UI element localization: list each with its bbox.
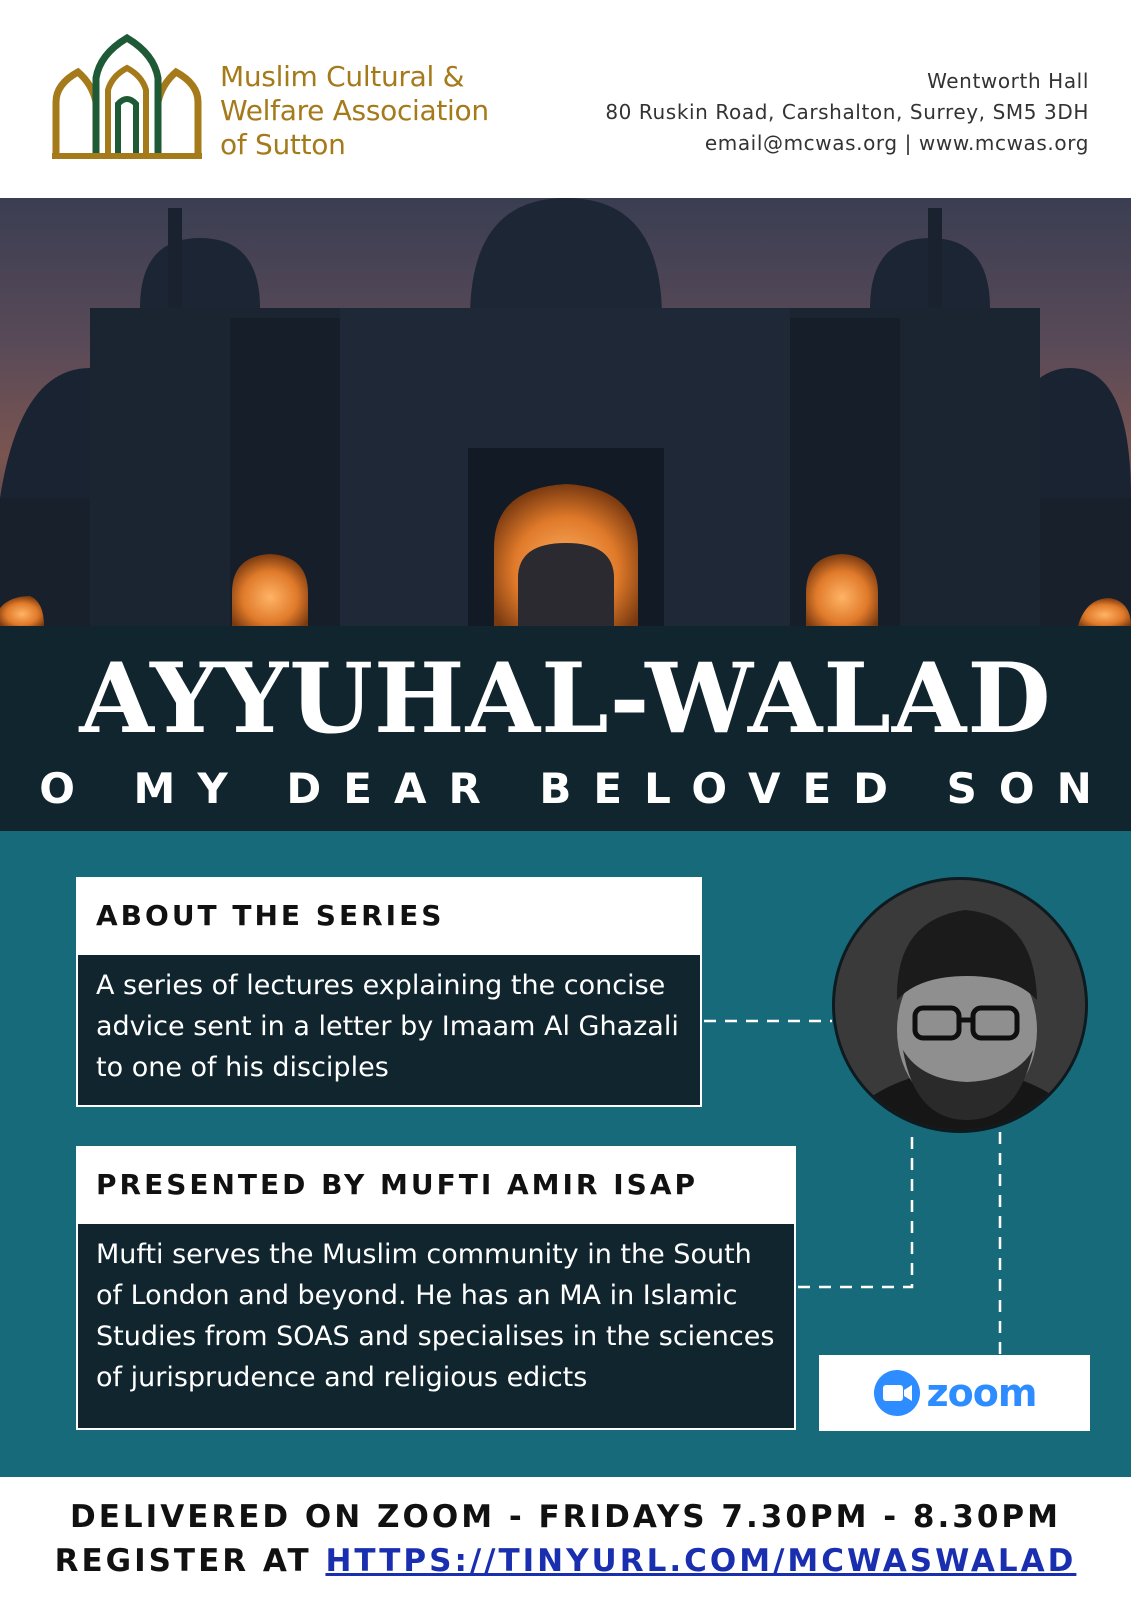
video-camera-icon (873, 1369, 921, 1417)
header (0, 0, 1131, 198)
address-block (605, 66, 1089, 159)
zoom-logo (819, 1355, 1090, 1431)
about-series-heading: ABOUT THE SERIES (76, 877, 702, 953)
mosque-at-dusk-image (0, 198, 1131, 626)
register-line (0, 1543, 1131, 1579)
org-name-line-2: Welfare Association (220, 94, 489, 127)
footer (0, 1477, 1131, 1599)
presenter-heading: PRESENTED BY MUFTI AMIR ISAP (76, 1146, 796, 1222)
org-name-line-1: Muslim Cultural & (220, 60, 465, 93)
organization-name (220, 60, 489, 162)
schedule-line: DELIVERED ON ZOOM - FRIDAYS 7.30PM - 8.30PM (70, 1499, 1061, 1535)
presenter-bio-text: Mufti serves the Muslim community in the South of London and beyond. He has an MA in Islamic Studies from SOAS and specialises in the sciences of jurisprudence and religious edicts (76, 1222, 796, 1430)
presenter-portrait (832, 877, 1088, 1133)
register-prefix: REGISTER AT (54, 1543, 326, 1579)
street-address: 80 Ruskin Road, Carshalton, Surrey, SM5 3DH (605, 100, 1089, 124)
venue-name: Wentworth Hall (927, 69, 1089, 93)
series-subtitle: O MY DEAR BELOVED SON (39, 764, 1114, 813)
org-name-line-3: of Sutton (220, 128, 346, 161)
zoom-wordmark: zoom (926, 1371, 1037, 1415)
register-link[interactable]: HTTPS://TINYURL.COM/MCWASWALAD (325, 1543, 1077, 1579)
mosque-domes-logo-icon (52, 32, 202, 160)
title-band (0, 626, 1131, 831)
contact-info: email@mcwas.org | www.mcwas.org (704, 131, 1089, 155)
series-title: AYYUHAL-WALAD (79, 642, 1052, 755)
about-series-text: A series of lectures explaining the concise advice sent in a letter by Imaam Al Ghazali to one of his disciples (76, 953, 702, 1107)
